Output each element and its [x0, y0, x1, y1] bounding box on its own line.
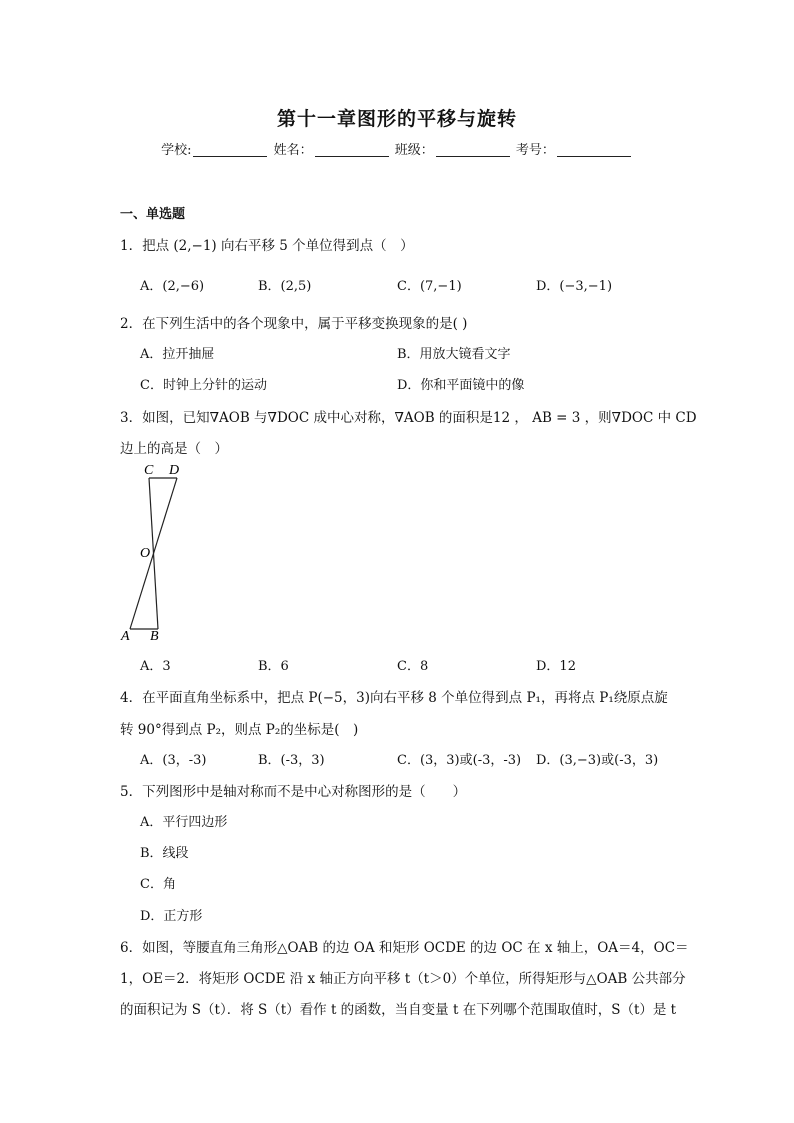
- q3-option-d[interactable]: D．12: [536, 659, 576, 674]
- section-heading: 一、单选题: [120, 207, 186, 222]
- q6-line2: 1，OE＝2．将矩形 OCDE 沿 x 轴正方向平移 t（t＞0）个单位，所得矩形与△OAB 公共部分: [120, 971, 686, 987]
- name-blank[interactable]: [315, 142, 389, 157]
- q2-option-c[interactable]: C．时钟上分针的运动: [140, 378, 267, 393]
- name-label: 姓名：: [273, 143, 313, 158]
- q3-figure: [112, 456, 202, 646]
- q2-stem: 2．在下列生活中的各个现象中，属于平移变换现象的是( ): [120, 316, 468, 332]
- q2-option-a[interactable]: A．拉开抽屉: [140, 347, 215, 362]
- label-c: C: [144, 463, 154, 478]
- q6-line3: 的面积记为 S（t）．将 S（t）看作 t 的函数，当自变量 t 在下列哪个范围取值时，S（t）是 t: [120, 1002, 677, 1018]
- q5-option-c[interactable]: C．角: [140, 877, 176, 892]
- label-o: O: [140, 546, 151, 561]
- q4-stem-line2: 转 90°得到点 P₂，则点 P₂的坐标是( ): [120, 722, 359, 738]
- q3-option-c[interactable]: C．8: [397, 659, 429, 674]
- page-title: 第十一章图形的平移与旋转: [276, 108, 517, 130]
- q5-option-d[interactable]: D．正方形: [140, 909, 203, 924]
- label-d: D: [169, 463, 180, 478]
- q5-option-b[interactable]: B．线段: [140, 846, 189, 861]
- student-info-row: [0, 139, 794, 158]
- label-b: B: [150, 629, 159, 644]
- q3-option-a[interactable]: A．3: [140, 659, 171, 674]
- q3-stem-line1: 3．如图，已知∇AOB 与∇DOC 成中心对称，∇AOB 的面积是12 ， AB = 3 ，则∇DOC 中 CD: [120, 410, 697, 426]
- q5-stem: 5．下列图形中是轴对称而不是中心对称图形的是（ ）: [120, 784, 467, 800]
- q4-stem-line1: 4．在平面直角坐标系中，把点 P(−5，3)向右平移 8 个单位得到点 P₁，再将点 P₁绕原点旋: [120, 690, 668, 706]
- q1-option-c[interactable]: C．(7,−1): [397, 279, 462, 294]
- school-blank[interactable]: [193, 142, 267, 157]
- q1-option-b[interactable]: B．(2,5): [258, 279, 312, 294]
- class-label: 班级：: [394, 143, 434, 158]
- q2-option-d[interactable]: D．你和平面镜中的像: [397, 378, 525, 393]
- q4-option-a[interactable]: A．(3，-3): [140, 753, 207, 768]
- q3-option-b[interactable]: B．6: [258, 659, 289, 674]
- number-blank[interactable]: [557, 142, 631, 157]
- q4-option-b[interactable]: B．(-3，3): [258, 753, 325, 768]
- class-blank[interactable]: [436, 142, 510, 157]
- q5-option-a[interactable]: A．平行四边形: [140, 815, 228, 830]
- q4-option-c[interactable]: C．(3，3)或(-3，-3): [397, 753, 522, 768]
- q6-line1: 6．如图，等腰直角三角形△OAB 的边 OA 和矩形 OCDE 的边 OC 在 x 轴上，OA＝4，OC＝: [120, 940, 689, 956]
- number-label: 考号：: [515, 143, 555, 158]
- q1-option-a[interactable]: A．(2,−6): [140, 279, 205, 294]
- q1-stem: 1．把点 (2,−1) 向右平移 5 个单位得到点（ ）: [120, 238, 414, 254]
- label-a: A: [121, 629, 130, 644]
- q1-option-d[interactable]: D．(−3,−1): [536, 279, 613, 294]
- q4-option-d[interactable]: D．(3,−3)或(-3，3): [536, 753, 659, 768]
- q2-option-b[interactable]: B．用放大镜看文字: [397, 347, 511, 362]
- q3-stem-line2: 边上的高是（ ）: [120, 441, 228, 457]
- school-label: 学校:: [161, 143, 192, 158]
